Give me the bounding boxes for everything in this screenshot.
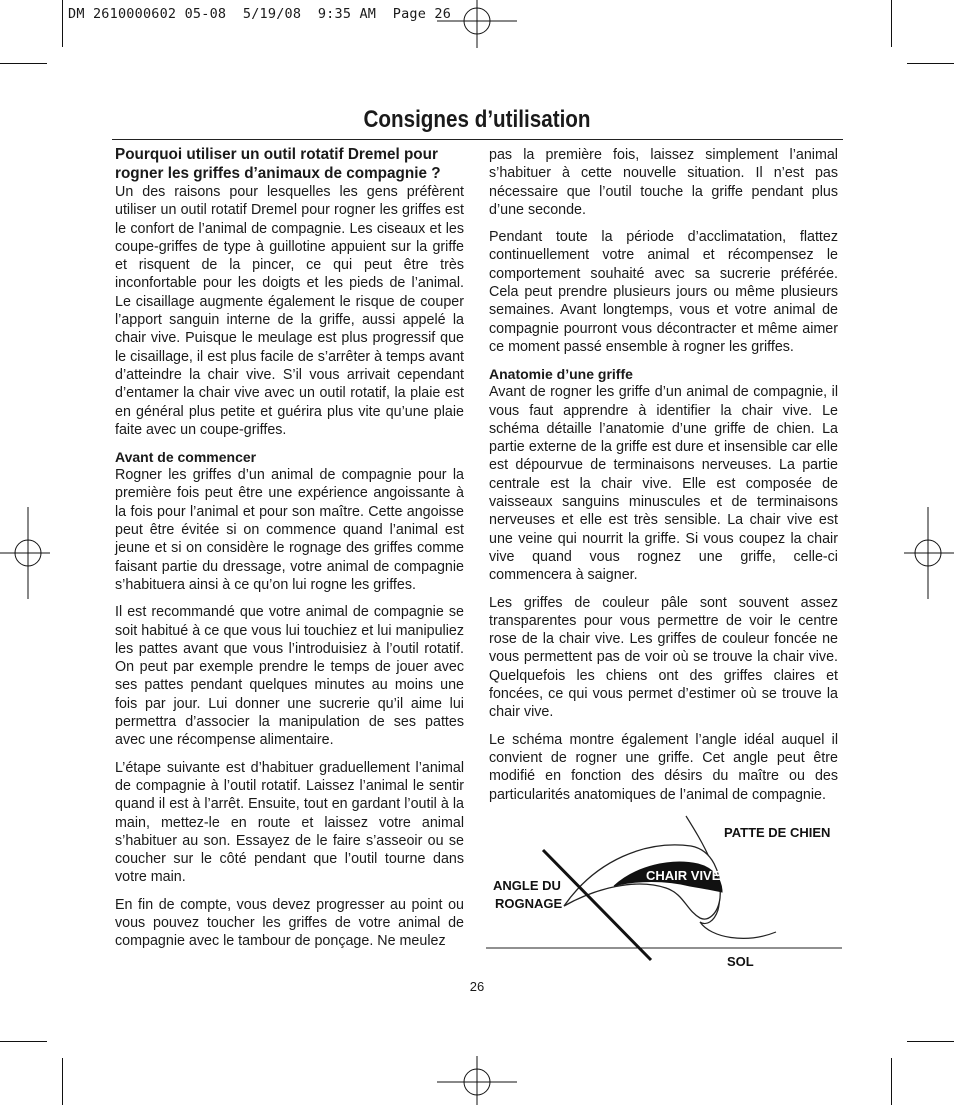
section-heading: Pourquoi utiliser un outil rotatif Dremel pour rogner les griffes d’animaux de compagnie ? [115,146,441,182]
paragraph: Pendant toute la période d’acclimatation, flattez continuellement votre animal et récompensez le comportement souhaité avec sa sucrerie préférée. Cela peut prendre plusieurs jours ou même plusieurs semaines. Avant longtemps, vous et votre animal de compagnie pourront vous décontracter et même aimer ce moment passé ensemble à rogner les griffes. [489,229,838,355]
paragraph: Rogner les griffes d’un animal de compagnie pour la première fois peut être une expérience angoissante à la fois pour l’animal et pour son maître. Cette angoisse peut être évitée si on commence quand l’animal est jeune et si on considère le rognage des griffes comme faisant partie du dressage, votre animal de compagnie s’habituera ainsi à ce qu’on lui rogne les griffes. [115,467,464,593]
print-slug: DM 2610000602 05-08 5/19/08 9:35 AM Page 26 [68,6,452,22]
title-rule [112,139,843,140]
label-floor: SOL [727,954,754,969]
subheading: Avant de commencer [115,449,257,466]
label-paw: PATTE DE CHIEN [724,825,831,840]
paragraph: En fin de compte, vous devez progresser au point ou vous pouvez toucher les griffes de votre animal de compagnie avec le tambour de ponçage. Ne meulez [115,896,464,950]
crop-mark [0,1041,47,1042]
crop-mark [907,1041,954,1042]
registration-mark-icon [432,1056,522,1105]
paragraph: Un des raisons pour lesquelles les gens préfèrent utiliser un outil rotatif Dremel pour rogner les griffes est le confort de l’animal de compagnie. Les ciseaux et les coupe-griffes de type à guillotine appuient sur la griffe et risquent de la pincer, ce qui peut être très inconfortable pour les doigts et les pieds de l’animal. Le cisaillage augmente également le risque de couper l’apport sanguin interne de la griffe, aussi appelé la chair vive. Puisque le meulage est plus progressif que le cisaillage, il est plus facile de s’arrêter à temps avant d’atteindre la chair vive. S’il vous arrivait cependant d’entamer la chair vive avec un outil rotatif, la plaie est en général plus petite et guérira plus vite qu’une plaie faite avec un coupe-griffes. [115,184,464,438]
label-angle-1: ANGLE DU [493,878,561,893]
paragraph: L’étape suivante est d’habituer graduellement l’animal de compagnie à l’outil rotatif. Laissez l’animal le sentir quand il est à l’arrêt. Ensuite, tout en gardant l’outil à la main, mettez-le en route et laissez votre animal s’habituer au son. Essayez de le faire s’asseoir ou se coucher sur le côté pendant que l’outil tourne dans votre main. [115,759,464,886]
claw-anatomy-diagram [486,810,844,970]
crop-mark [891,1058,892,1105]
crop-mark [907,63,954,64]
paragraph: Le schéma montre également l’angle idéal auquel il convient de rogner une griffe. Cet angle peut être modifié en fonction des désirs du maître ou des particularités anatomiques de l’animal de compagnie. [489,731,838,803]
registration-mark-icon [904,503,954,603]
paw-pad [700,922,776,938]
registration-mark-icon [0,503,50,603]
subheading: Anatomie d’une griffe [489,366,633,383]
label-angle-2: ROGNAGE [495,896,563,911]
right-column [489,146,838,813]
paragraph: Les griffes de couleur pâle sont souvent assez transparentes pour vous permettre de voir le centre rose de la chair vive. Les griffes de couleur foncée ne vous permettent pas de voir où se trouve la chair vive. Quelquefois les chiens ont des griffes claires et foncées, ce qui vous permet d’estimer où se trouve la chair vive. [489,594,838,721]
paragraph: pas la première fois, laissez simplement l’animal s’habituer à cette nouvelle situation. Il n’est pas nécessaire que l’outil touche la griffe pendant plus d’une seconde. [489,147,838,218]
crop-mark [62,0,63,47]
paragraph: Avant de rogner les griffe d’un animal de compagnie, il vous faut apprendre à identifier la chair vive. Le schéma détaille l’anatomie d’une griffe de chien. La partie externe de la griffe est dure et insensible car elle est dépourvue de terminaisons nerveuses. La partie centrale est la chair vive. Elle est composée de vaisseaux sanguins minuscules et de terminaisons nerveuses et elle est très sensible. La chair vive est une veine qui nourrit la griffe. Si vous coupez la chair vive quand vous rognez une griffe, celle-ci commencera à saigner. [489,384,838,584]
page-number: 26 [469,979,485,994]
paragraph: Il est recommandé que votre animal de compagnie se soit habitué à ce que vous lui touchiez et lui manipuliez les pattes avant que vous l’introduisiez à l’outil rotatif. On peut par exemple prendre le temps de jouer avec ses pattes pendant quelques minutes au moins une fois par jour. Lui donner une sucrerie qu’il aime lui permettra d’associer la manipulation de ses pattes avec une récompense alimentaire. [115,604,464,749]
page-title: Consignes d’utilisation [363,106,591,133]
crop-mark [0,63,47,64]
crop-mark [891,0,892,47]
crop-mark [62,1058,63,1105]
left-column [115,146,464,960]
label-quick: CHAIR VIVE [646,868,721,883]
